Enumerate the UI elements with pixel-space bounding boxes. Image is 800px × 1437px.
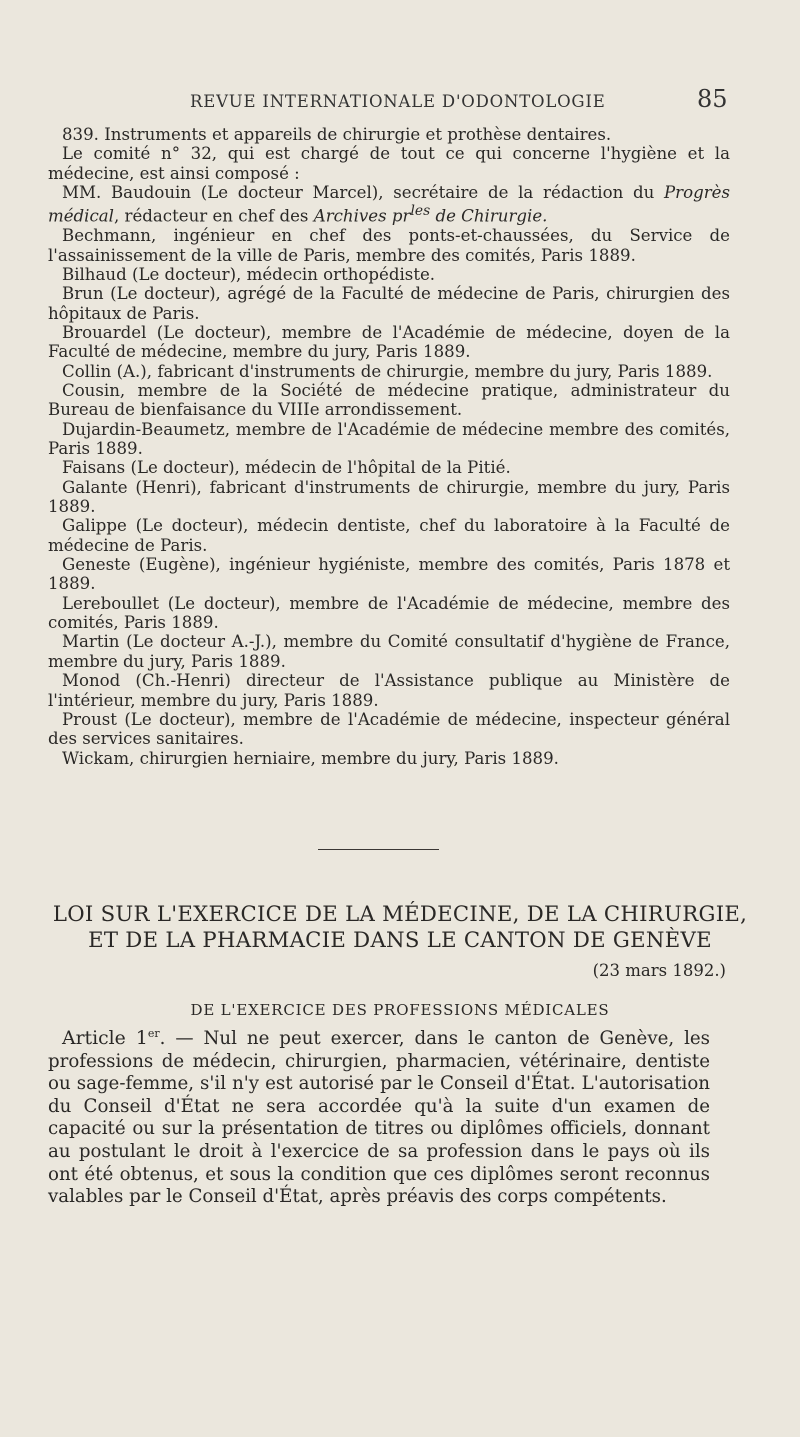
member-entry: Lereboullet (Le docteur), membre de l'Académie de médecine, membre des comités, Paris 1889.	[48, 593, 730, 633]
journal-title: de Chirurgie.	[430, 206, 548, 226]
member-entry: Martin (Le docteur A.-J.), membre du Comité consultatif d'hygiène de France, membre du jury, Paris 1889.	[48, 632, 730, 671]
running-header: REVUE INTERNATIONALE D'ODONTOLOGIE	[190, 92, 606, 111]
member-entry: Galante (Henri), fabricant d'instruments de chirurgie, membre du jury, Paris 1889.	[48, 477, 730, 517]
article-label-superscript: er	[147, 1027, 160, 1040]
member-entry: Proust (Le docteur), membre de l'Académie de médecine, inspecteur général des services sanitaires.	[48, 709, 730, 749]
law-title-line-2: ET DE LA PHARMACIE DANS LE CANTON DE GENÈVE	[88, 927, 712, 952]
article-body: — Nul ne peut exercer, dans le canton de Genève, les professions de médecin, chirurgien, pharmacien, vétérinaire, dentiste ou sage-femme, s'il n'y est autorisé par le Conseil d'État. L'autorisation du Conseil d'État ne sera accordée qu'à la suite d'un examen de capacité ou sur la présentation de titres ou diplômes officiels, donnant au postulant le droit à l'exercice de sa profession dans le pays où ils ont été obtenus, et sous la condition que ces diplômes seront reconnus valables par le Conseil d'État, après préavis des corps compétents.	[48, 1028, 710, 1208]
member-entry: Galippe (Le docteur), médecin dentiste, chef du laboratoire à la Faculté de médecine de Paris.	[48, 516, 730, 555]
member-entry: Faisans (Le docteur), médecin de l'hôpital de la Pitié.	[62, 458, 511, 478]
member-name-text: MM. Baudouin (Le docteur Marcel), secrétaire de la rédaction du	[62, 183, 665, 203]
page-number: 85	[697, 85, 728, 113]
member-entry: Dujardin-Beaumetz, membre de l'Académie de médecine membre des comités, Paris 1889.	[48, 419, 730, 459]
member-entry	[48, 183, 730, 226]
section-divider	[318, 849, 439, 850]
committee-intro: Le comité n° 32, qui est chargé de tout ce qui concerne l'hygiène et la médecine, est ainsi composé :	[48, 144, 730, 183]
member-role-text: , rédacteur en chef des	[113, 206, 314, 226]
member-entry: Brouardel (Le docteur), membre de l'Académie de médecine, doyen de la Faculté de médecine, membre du jury, Paris 1889.	[48, 322, 730, 362]
law-date: (23 mars 1892.)	[592, 961, 726, 980]
member-entry: Brun (Le docteur), agrégé de la Faculté de médecine de Paris, chirurgien des hôpitaux de Paris.	[48, 284, 730, 323]
member-entry: Collin (A.), fabricant d'instruments de chirurgie, membre du jury, Paris 1889.	[62, 361, 713, 381]
superscript: les	[410, 203, 431, 220]
committee-section	[48, 125, 730, 768]
member-entry: Wickam, chirurgien herniaire, membre du jury, Paris 1889.	[62, 748, 559, 768]
member-entry: Bechmann, ingénieur en chef des ponts-et-chaussées, du Service de l'assainissement de la ville de Paris, membre des comités, Paris 1889.	[48, 226, 730, 265]
article-1	[48, 1023, 710, 1209]
article-label-end: .	[159, 1028, 166, 1050]
law-title-line-1: LOI SUR L'EXERCICE DE LA MÉDECINE, DE LA CHIRURGIE,	[52, 901, 748, 926]
member-entry: Monod (Ch.-Henri) directeur de l'Assistance publique au Ministère de l'intérieur, membre du jury, Paris 1889.	[48, 671, 730, 710]
member-entry: Bilhaud (Le docteur), médecin orthopédiste.	[62, 264, 436, 284]
member-entry: Geneste (Eugène), ingénieur hygiéniste, membre des comités, Paris 1878 et 1889.	[48, 555, 730, 594]
article-label: Article 1	[62, 1028, 148, 1050]
journal-title: Archives pr	[313, 206, 411, 226]
law-title	[40, 901, 760, 953]
journal-title: Progrès médical	[48, 183, 730, 226]
member-entry: Cousin, membre de la Société de médecine pratique, administrateur du Bureau de bienfaisance du VIIIe arrondissement.	[48, 381, 730, 420]
section-heading: DE L'EXERCICE DES PROFESSIONS MÉDICALES	[190, 1001, 610, 1019]
item-heading: 839. Instruments et appareils de chirurgie et prothèse dentaires.	[62, 125, 612, 144]
